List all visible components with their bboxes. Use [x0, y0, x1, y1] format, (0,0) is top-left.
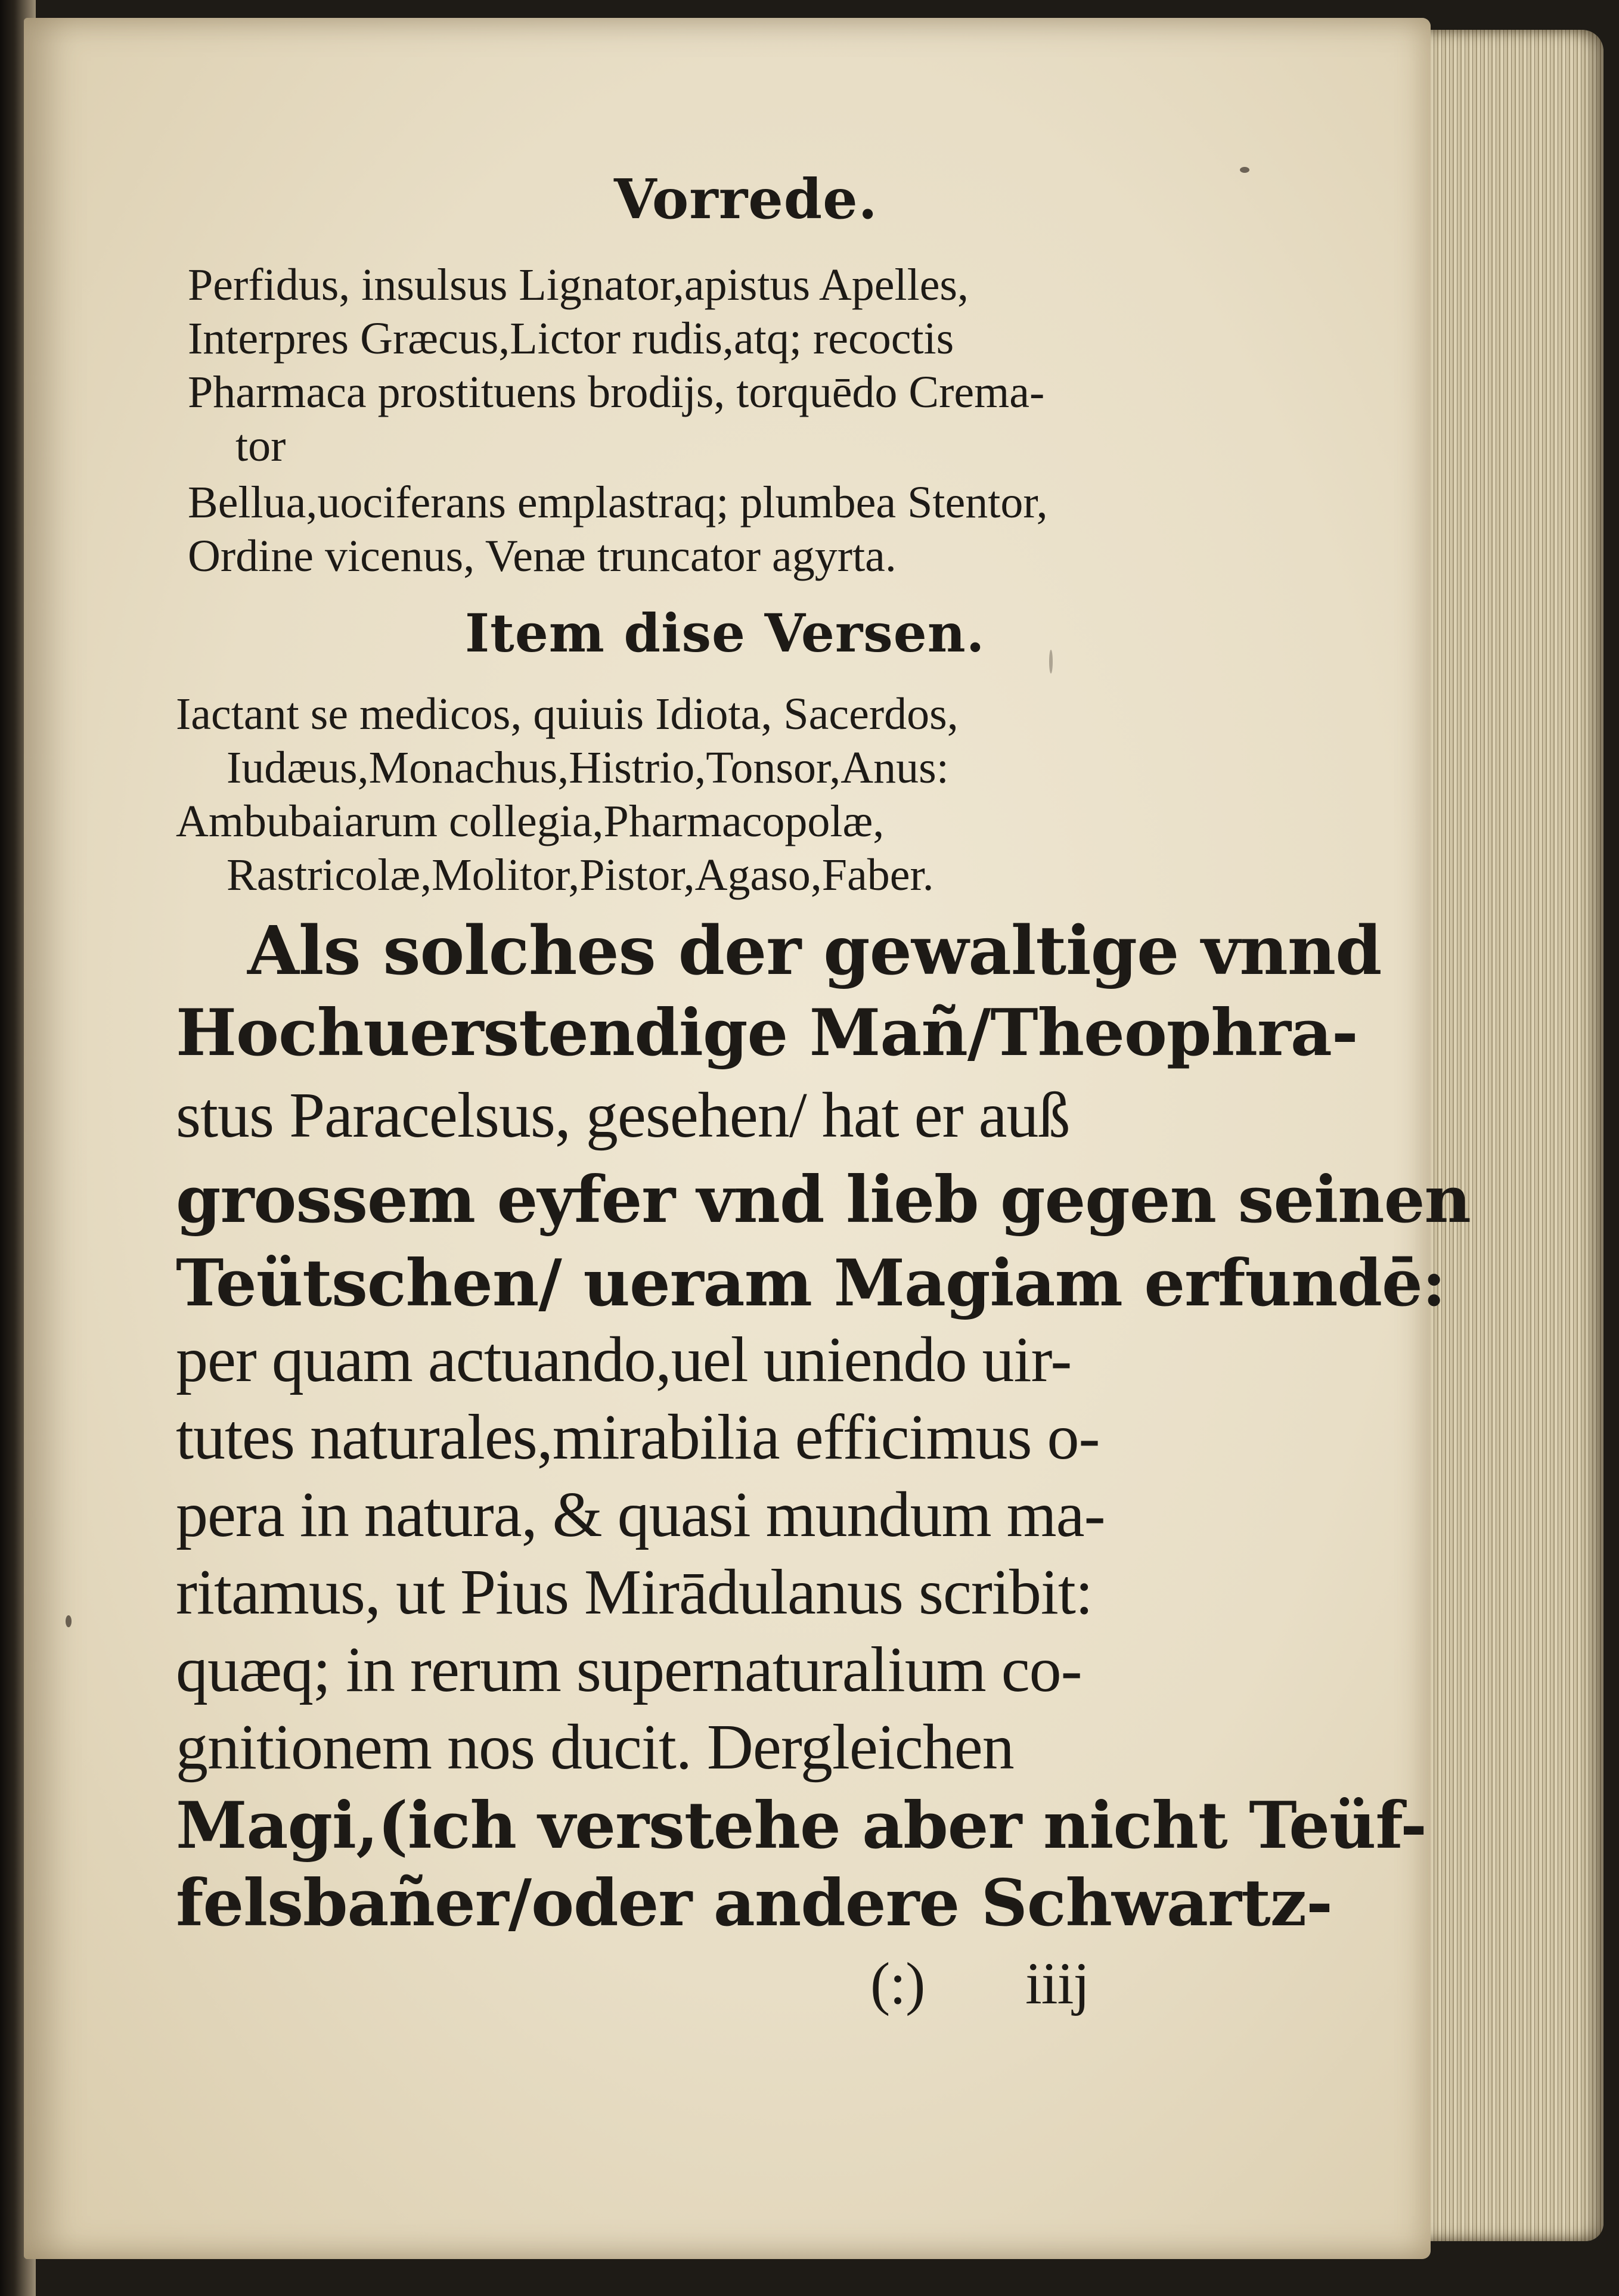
verse-line: Iactant se medicos, quiuis Idiota, Sacerdos,	[176, 689, 959, 739]
ink-speck	[1240, 167, 1249, 173]
verse-line: Bellua,uociferans emplastraq; plumbea Stentor,	[188, 477, 1048, 528]
verse-line: Ordine vicenus, Venæ truncator agyrta.	[188, 531, 897, 581]
verse-line: Iudæus,Monachus,Histrio,Tonsor,Anus:	[227, 743, 949, 793]
signature-number: iiij	[1025, 1950, 1090, 2016]
body-line: felsbañer/oder andere Schwartz-	[176, 1866, 1332, 1941]
verse-line: Pharmaca prostituens brodijs, torquēdo Crema-	[188, 367, 1045, 417]
body-line: Hochuerstendige Mañ/Theophra-	[176, 995, 1358, 1071]
signature-mark: (:)	[870, 1950, 925, 2016]
ink-speck	[66, 1615, 72, 1627]
subheading: Item dise Versen.	[465, 602, 985, 664]
running-head: Vorrede.	[614, 167, 878, 231]
body-line: ritamus, ut Pius Mirādulanus scribit:	[176, 1557, 1093, 1628]
body-line: quæq; in rerum supernaturalium co-	[176, 1634, 1082, 1705]
body-line: tutes naturales,mirabilia efficimus o-	[176, 1402, 1100, 1473]
page-edges	[1419, 30, 1604, 2241]
body-line: grossem eyfer vnd lieb gegen seinen	[176, 1162, 1471, 1237]
verse-line: Perfidus, insulsus Lignator,apistus Apelles,	[188, 260, 969, 310]
body-line: gnitionem nos ducit. Dergleichen	[176, 1712, 1014, 1783]
verse-line: Rastricolæ,Molitor,Pistor,Agaso,Faber.	[227, 850, 934, 900]
verse-line: Interpres Græcus,Lictor rudis,atq; recoctis	[188, 314, 954, 364]
page-sheet	[24, 18, 1471, 2259]
body-line: per quam actuando,uel uniendo uir-	[176, 1324, 1072, 1395]
ink-speck	[1049, 650, 1053, 674]
verse-line: tor	[235, 421, 286, 471]
body-line: stus Paracelsus, gesehen/ hat er auß	[176, 1080, 1070, 1151]
body-line: Teütschen/ ueram Magiam erfundē:	[176, 1246, 1446, 1321]
verse-line: Ambubaiarum collegia,Pharmacopolæ,	[176, 796, 885, 846]
body-line: Als solches der gewaltige vnnd	[247, 912, 1382, 990]
body-line: Magi,(ich verstehe aber nicht Teüf-	[176, 1788, 1426, 1863]
body-line: pera in natura, & quasi mundum ma-	[176, 1479, 1105, 1550]
